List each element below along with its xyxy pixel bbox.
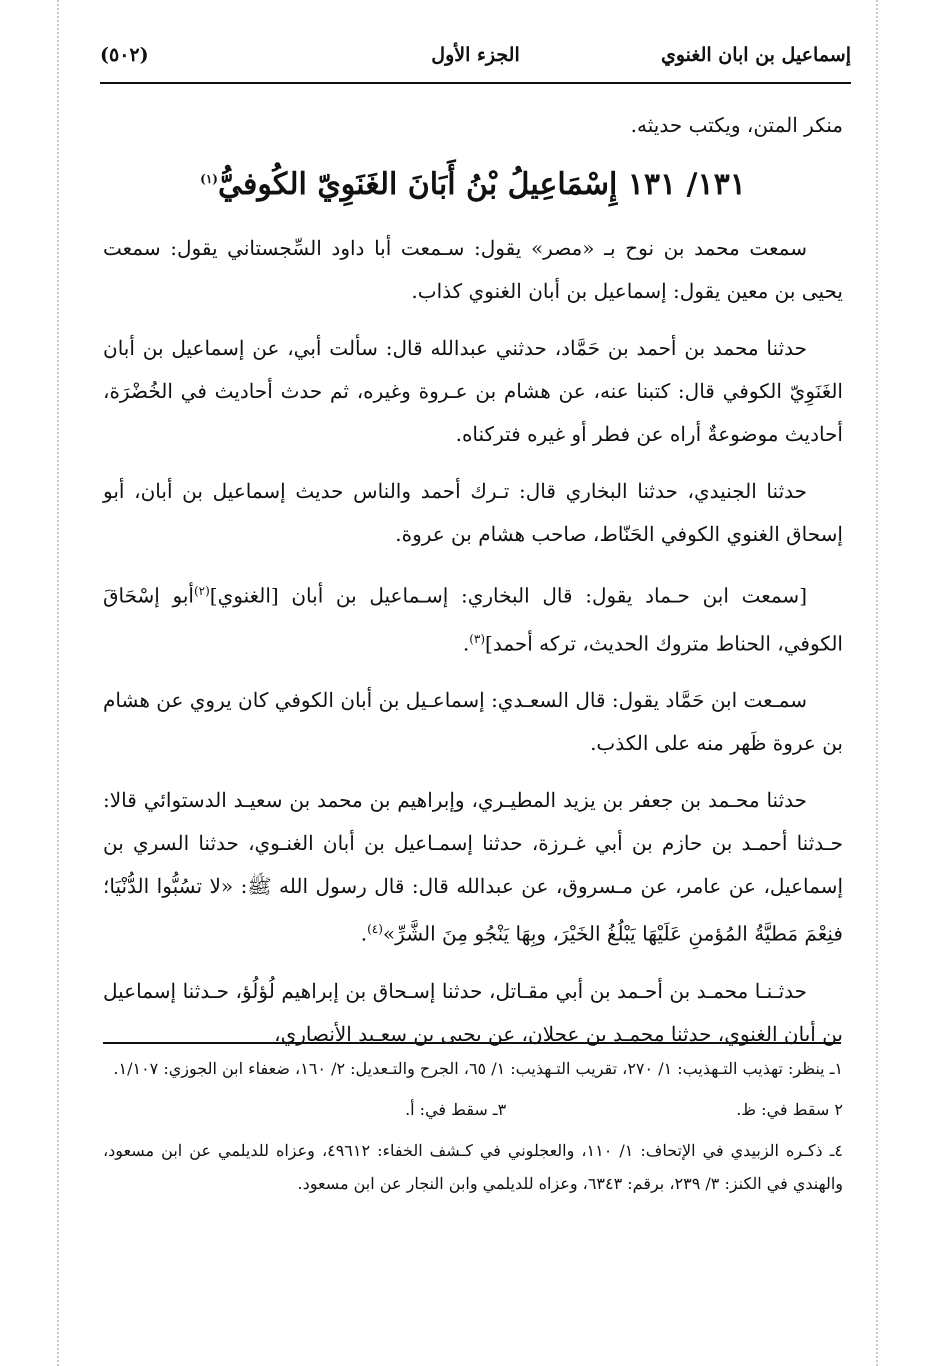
scan-margin-dots — [876, 0, 878, 1366]
paragraph — [103, 570, 843, 665]
footnote-ref: (٢) — [193, 584, 210, 598]
paragraph-text: [سمعت ابن حـماد يقول: قال البخاري: إسـماعيل بن أبان [الغنوي] — [209, 583, 807, 608]
paragraph: سمعت محمد بن نوح بـ «مصر» يقول: سـمعت أبا داود السِّجستاني يقول: سمعت يحيى بن معين يقول: إسماعيل بن أبان الغنوي كذاب. — [103, 236, 843, 303]
scan-margin-dots — [57, 0, 59, 1366]
paragraph-text: أبو إسْحَاقَ الكوفي، الحناط متروك الحديث، تركه أحمد] — [103, 583, 843, 656]
paragraph-text: . — [462, 631, 470, 656]
footnote-rule — [103, 1042, 841, 1044]
running-title: إسماعيل بن ابان الغنوي — [661, 44, 851, 66]
footnote: ١ـ ينظر: تهذيب التـهذيب: ١/ ٢٧٠، تقريب التـهذيب: ١/ ٦٥، الجرح والتـعديل: ٢/ ١٦٠، ضعفاء ابن الجوزي: ١/١٠٧. — [113, 1059, 843, 1078]
paragraph-text: حدثنا محـمد بن جعفر بن يزيد المطيـري، وإبراهيم بن محمد بن سعيـد الدستوائي قالا: حـدثنا أحمـد بن حازم بن أبي غـرزة، حدثنا إسمـاعيل بن أبان الغنـوي، حدثنا السري بن إسماعيل، عن عامر، عن مـسروق، عن عبدالله قال: قال رسول الله ﷺ: «لا تسُبُّوا الدُّنْيَا؛ فنِعْمَ مَطيَّةُ المُؤمنِ عَلَيْهَا يَبْلُغُ الخَيْرَ، وبِهَا يَنْجُو مِنَ الشَّرِّ» — [103, 788, 843, 946]
footnote: ٢ سقط في: ظ. — [736, 1100, 843, 1119]
footnote: ٤ـ ذكـره الزبيدي في الإتحاف: ١/ ١١٠، والعجلوني في كـشف الخفاء: ٤٩٦١٢، وعزاه للديلمي عن ابن مسعود، والهندي في الكنز: ٣/ ٢٣٩، برقم: ٦٣٤٣، وعزاه للديلمي وابن النجار عن ابن مسعود. — [103, 1141, 843, 1193]
paragraph — [103, 779, 843, 956]
entry-title — [103, 151, 843, 213]
paragraph-text: . — [360, 921, 368, 946]
intro-line: منكر المتن، ويكتب حديثه. — [630, 113, 843, 137]
footnote-ref: (٤) — [367, 922, 383, 937]
footnote: ٣ـ سقط في: أ. — [405, 1100, 507, 1119]
footnote-ref: (٣) — [469, 631, 486, 646]
paragraph: سمـعت ابن حَمَّاد يقول: قال السعـدي: إسماعـيل بن أبان الكوفي كان يروي عن هشام بن عروة ظَهر منه على الكذب. — [103, 688, 843, 756]
main-text — [103, 104, 843, 1070]
volume-label: الجزء الأول — [431, 44, 520, 66]
footnotes — [103, 1052, 843, 1208]
footnote-row — [103, 1093, 843, 1126]
paragraph: حدثنا محمد بن أحمد بن حَمَّاد، حدثني عبدالله قال: سألت أبي، عن إسماعيل بن أبان الغَنَوِيّ الكوفي قال: كتبنا عنه، عن هشام بن عـروة وغيره، ثم حدث أحاديث في الخُضْرَة، أحاديث موضوعةٌ أراه عن فطر أو غيره فتركناه. — [103, 336, 843, 446]
paragraph: حدثنا الجنيدي، حدثنا البخاري قال: تـرك أحمد والناس حديث إسماعيل بن أبان، أبو إسحاق الغنوي الكوفي الحَنّاط، صاحب هشام بن عروة. — [103, 479, 843, 546]
paragraph: حدثـنـا محمـد بن أحـمد بن أبي مقـاتل، حدثنا إسـحاق بن إبراهيم لُؤلُؤ، حـدثنا إسماعيل بن أبان الغنوي، حدثنا محمـد بن عجلان، عن يحيى بن سعـيد الأنصاري، — [103, 978, 843, 1046]
entry-title-text: ١٣١/ ١٣١ إِسْمَاعِيلُ بْنُ أَبَانَ الغَنَوِيّ الكُوفيُّ — [217, 167, 746, 202]
page-header — [100, 38, 851, 82]
page-number: (٥٠٢) — [100, 44, 149, 66]
footnote-ref: (١) — [200, 172, 218, 186]
header-rule — [100, 82, 851, 84]
